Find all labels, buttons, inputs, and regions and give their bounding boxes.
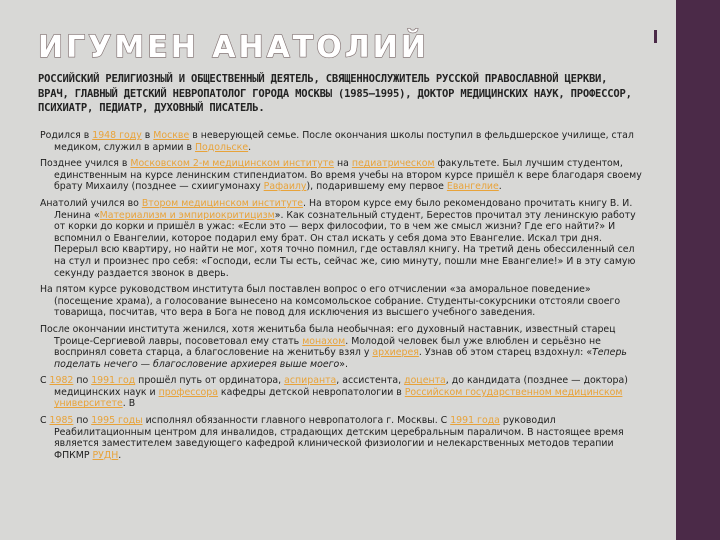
accent-marker <box>654 30 657 43</box>
text: , до кандидата (позднее — доктора) медицинских наук и <box>54 375 628 398</box>
text: кафедры детской невропатологии в <box>217 386 405 398</box>
link-moscow[interactable]: Москве <box>153 130 190 141</box>
text: . <box>248 141 252 153</box>
paragraph-education <box>40 158 648 193</box>
text: Анатолий учился во <box>40 197 142 209</box>
link-podolsk[interactable]: Подольске <box>195 141 249 153</box>
link-monk[interactable]: монахом <box>302 335 346 347</box>
link-bishop[interactable]: архиерея <box>372 347 419 359</box>
paragraph-expulsion <box>40 284 648 319</box>
text: прошёл путь от ординатора, <box>135 375 285 387</box>
article-body <box>40 130 648 466</box>
link-year-1985[interactable]: 1985 <box>49 415 74 427</box>
text: . В <box>122 398 136 410</box>
text: На пятом курсе руководством института был поставлен вопрос о его отчислении «за аморальное поведение» (посещение храма), а голосование вынесено на комсомольское собрание. Студенты-сокурсники отстояли своего товарища, посчитав, что вера в Бога не повод для исключения из высшего учебного заведения. <box>40 284 621 319</box>
text: С <box>40 375 50 387</box>
link-pediatric[interactable]: педиатрическом <box>351 158 435 170</box>
text: Позднее учился в <box>40 158 131 170</box>
link-medical-university[interactable]: Российском государственном медицинском университете <box>54 386 623 410</box>
text: ), подарившему ему первое <box>306 181 447 193</box>
text: Родился в <box>40 130 93 141</box>
page-subtitle: РОССИЙСКИЙ РЕЛИГИОЗНЫЙ И ОБЩЕСТВЕННЫЙ ДЕЯТЕЛЬ, СВЯЩЕННОСЛУЖИТЕЛЬ РУССКОЙ ПРАВОСЛАВНОЙ ЦЕРКВИ, ВРАЧ, ГЛАВНЫЙ ДЕТСКИЙ НЕВРОПАТОЛОГ ГОРОДА МОСКВЫ (1985—1995), ДОКТОР МЕДИЦИНСКИХ НАУК, ПРОФЕССОР, ПСИХИАТР, ПЕДИАТР, ДУХОВНЫЙ ПИСАТЕЛЬ. <box>38 73 632 114</box>
link-rafail[interactable]: Рафаилу <box>263 181 307 193</box>
text: С <box>40 415 50 427</box>
text: . <box>118 449 122 461</box>
paragraph-conversion <box>40 198 648 279</box>
link-materialism-book[interactable]: Материализм и эмпириокритицизм <box>99 209 275 221</box>
link-year-1991b[interactable]: 1991 года <box>450 415 500 427</box>
link-year-1995[interactable]: 1995 годы <box>91 415 143 427</box>
text: . Молодой человек был уже влюблен и серьёзно не воспринял совета старца, а благословение на женитьбу взял у <box>54 335 601 359</box>
paragraph-birth <box>40 130 648 153</box>
link-year-1982[interactable]: 1982 <box>49 375 74 387</box>
text: . На втором курсе ему было рекомендовано прочитать книгу В. И. Ленина « <box>54 197 633 221</box>
link-gospel[interactable]: Евангелие <box>446 181 499 193</box>
link-year-1991[interactable]: 1991 год <box>91 375 136 387</box>
text: в неверующей семье. После окончания школы поступил в фельдшерское училище, стал медиком, служил в армии в <box>54 130 634 153</box>
quote-italic: Теперь поделать нечего — благословение архиерея выше моего <box>54 347 627 370</box>
link-postgraduate[interactable]: аспиранта <box>284 375 337 387</box>
sidebar-accent <box>676 0 720 540</box>
link-professor[interactable]: профессора <box>158 386 218 398</box>
text: . <box>498 181 502 193</box>
text: После окончании института женился, хотя женитьба была необычная: его духовный наставник, известный старец Троице-Сергиевой лавры, посоветовал ему стать <box>40 323 616 347</box>
link-birth-year[interactable]: 1948 году <box>92 130 142 141</box>
link-second-institute[interactable]: Втором медицинском институте <box>141 197 304 209</box>
text: по <box>73 415 92 427</box>
link-rudn[interactable]: РУДН <box>92 449 119 461</box>
text: в <box>141 130 154 141</box>
paragraph-career <box>40 375 648 410</box>
text: факультете. Был лучшим студентом, единственным на курсе ленинским стипендиатом. Во время учебы на втором курсе пришёл к вере благодаря своему брату Михаилу (позднее — схиигумонаху <box>54 158 642 193</box>
link-docent[interactable]: доцента <box>404 375 446 387</box>
paragraph-neurologist <box>40 415 648 461</box>
text: . Узнав об этом старец вздохнул: « <box>418 347 593 359</box>
paragraph-marriage <box>40 324 648 370</box>
link-medical-institute[interactable]: Московском 2-м медицинском институте <box>130 158 335 170</box>
text: ». Как сознательный студент, Берестов прочитал эту ленинскую работу от корки до корки и пришёл в ужас: «Если это — верх философии, то в чем же смысл жизни? Где его найти?» И вспомнил о Евангелии, которое подарил ему брат. Он стал искать у себя дома это Евангелие. Искал три дня. Перерыл всю квартиру, но найти не мог, хотя точно помнил, где оставлял книгу. На третий день обессиленный сел на стул и произнес про себя: «Господи, если Ты есть, сейчас же, сию минуту, пошли мне Евангелие!» И в эту самую секунду раздается звонок в дверь. <box>54 209 636 279</box>
text: на <box>334 158 352 170</box>
page-title: ИГУМЕН АНАТОЛИЙ <box>38 30 429 65</box>
text: руководил Реабилитационным центром для инвалидов, страдающих детским церебральным параличом. В настоящее время является заместителем заведующего кафедрой клинической физиологии и нелекарственных методов терапии ФПКМР <box>54 415 624 461</box>
text: , ассистента, <box>336 375 405 387</box>
text: по <box>73 375 92 387</box>
text: исполнял обязанности главного невропатолога г. Москвы. С <box>142 415 451 427</box>
text: ». <box>339 358 348 370</box>
